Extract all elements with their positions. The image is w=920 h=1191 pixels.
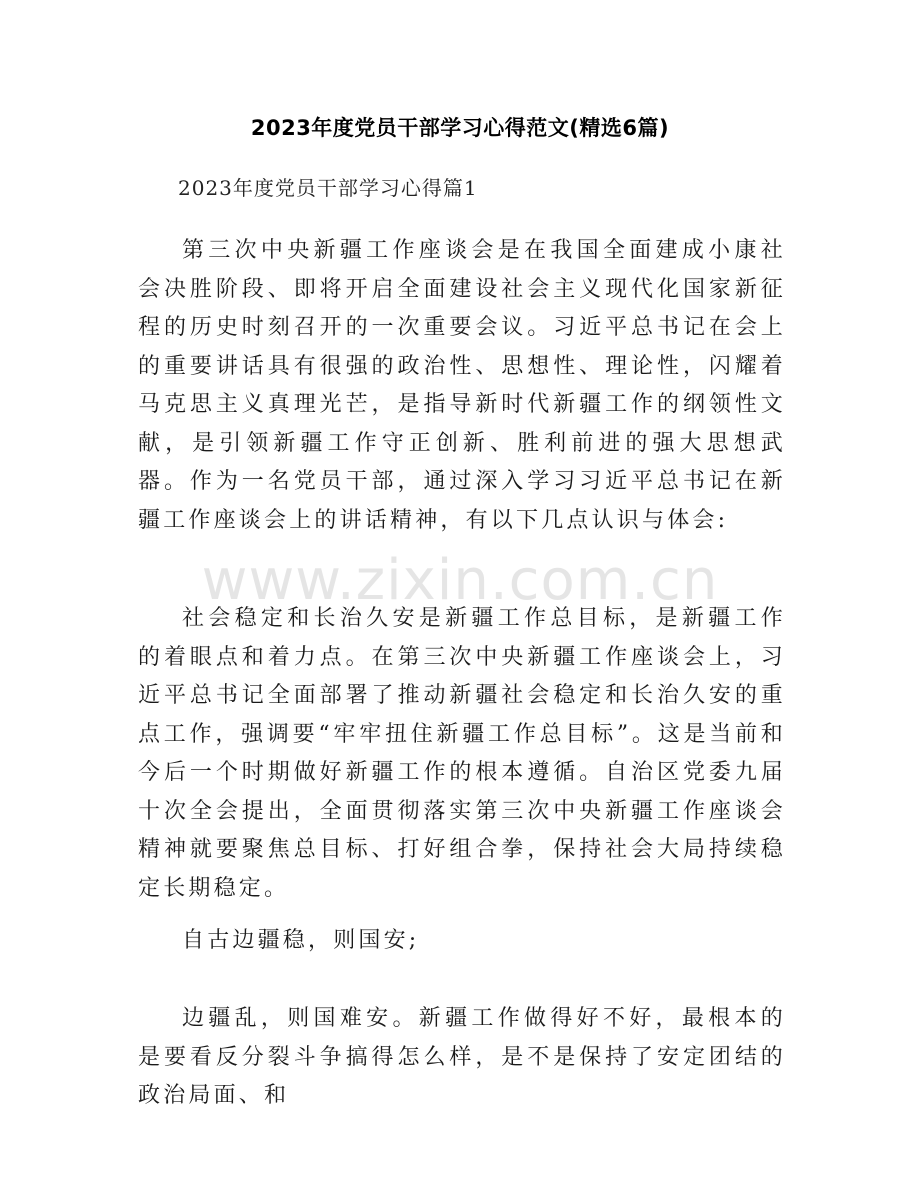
section-heading: 2023年度党员干部学习心得篇1 (178, 176, 478, 200)
watermark: www.zixin.com.cn (201, 548, 719, 613)
paragraph-2: 社会稳定和长治久安是新疆工作总目标，是新疆工作的着眼点和着力点。在第三次中央新疆工作座谈会上，习近平总书记全面部署了推动新疆社会稳定和长治久安的重点工作，强调要“牢牢扭住新疆工作总目标”。这是当前和今后一个时期做好新疆工作的根本遵循。自治区党委九届十次全会提出，全面贯彻落实第三次中央新疆工作座谈会精神就要聚焦总目标、打好组合拳，保持社会大局持续稳定长期稳定。 (138, 606, 786, 901)
paragraph-3: 自古边疆稳，则国安; (182, 928, 420, 953)
document-title: 2023年度党员干部学习心得范文(精选6篇) (250, 116, 670, 140)
paragraph-4: 边疆乱，则国难安。新疆工作做得好不好，最根本的是要看反分裂斗争搞得怎么样，是不是保持了安定团结的政治局面、和 (138, 1006, 786, 1108)
paragraph-1: 第三次中央新疆工作座谈会是在我国全面建成小康社会决胜阶段、即将开启全面建设社会主义现代化国家新征程的历史时刻召开的一次重要会议。习近平总书记在会上的重要讲话具有很强的政治性、思想性、理论性，闪耀着马克思主义真理光芒，是指导新时代新疆工作的纲领性文献，是引领新疆工作守正创新、胜利前进的强大思想武器。作为一名党员干部，通过深入学习习近平总书记在新疆工作座谈会上的讲话精神，有以下几点认识与体会: (138, 238, 786, 533)
